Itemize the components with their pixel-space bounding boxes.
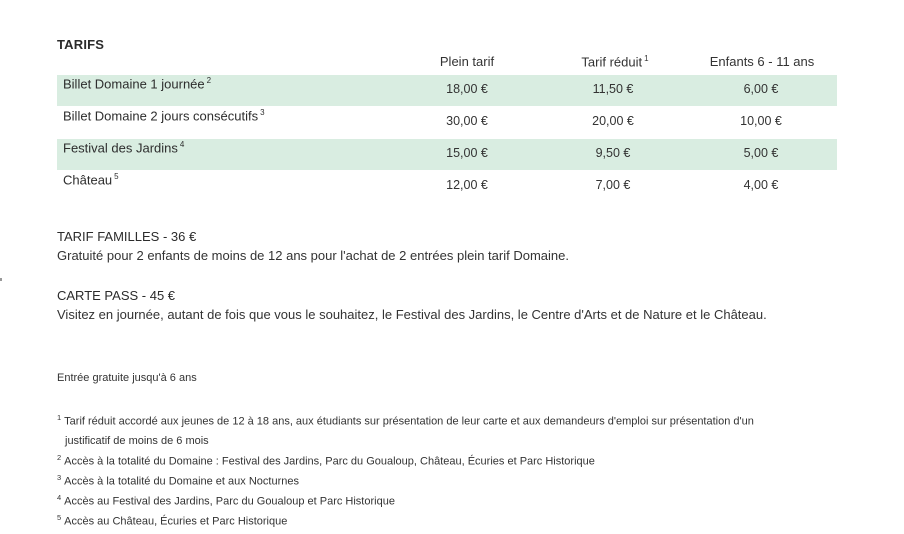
price-enfants: 4,00 € [743, 178, 779, 192]
price-plein: 15,00 € [446, 146, 488, 160]
price-enfants: 10,00 € [740, 114, 782, 128]
edge-mark [0, 278, 2, 281]
footnote-number: 3 [57, 473, 62, 482]
price-reduit: 9,50 € [595, 146, 631, 160]
footnote-text: Accès au Château, Écuries et Parc Historique [64, 515, 288, 528]
row-label [63, 76, 211, 91]
price-plein: 18,00 € [446, 82, 488, 96]
footnote-ref: 1 [644, 54, 649, 63]
footnote-number: 4 [57, 493, 62, 502]
footnote-1 [57, 408, 857, 451]
column-header-enfants [702, 54, 822, 69]
footnote-ref: 4 [179, 140, 185, 149]
page-title: TARIFS [57, 37, 105, 52]
footnote-number: 2 [57, 453, 62, 462]
free-entry-note: Entrée gratuite jusqu'à 6 ans [57, 372, 197, 384]
row-label [63, 172, 119, 187]
pass-text: Visitez en journée, autant de fois que vous le souhaitez, le Festival des Jardins, le Centre d'Arts et de Nature et le Château. [57, 307, 767, 322]
footnote-ref: 2 [206, 76, 212, 85]
column-header-label: Tarif réduit [581, 54, 643, 70]
price-reduit: 7,00 € [595, 178, 631, 192]
column-header-label: Enfants 6 - 11 ans [709, 54, 815, 69]
tariff-table [57, 75, 837, 203]
row-label-text: Château [63, 172, 113, 188]
row-label-text: Festival des Jardins [63, 140, 178, 156]
footnote-5 [57, 508, 287, 532]
footnote-number: 1 [57, 413, 62, 422]
table-row [57, 171, 837, 203]
row-label [63, 108, 265, 123]
column-header-plein-tarif [422, 54, 512, 69]
row-label-text: Billet Domaine 2 jours consécutifs [63, 108, 259, 124]
footnote-text: Accès au Festival des Jardins, Parc du Goualoup et Parc Historique [64, 495, 395, 508]
price-plein: 12,00 € [446, 178, 488, 192]
price-reduit: 11,50 € [592, 82, 634, 96]
row-label [63, 140, 184, 155]
familles-text: Gratuité pour 2 enfants de moins de 12 ans pour l'achat de 2 entrées plein tarif Domaine. [57, 248, 569, 263]
price-reduit: 20,00 € [592, 114, 634, 128]
footnote-text: Tarif réduit accordé aux jeunes de 12 à 18 ans, aux étudiants sur présentation de leur carte et aux demandeurs d'emploi sur présentation d'un [64, 415, 754, 428]
table-row [57, 139, 837, 171]
pass-title: CARTE PASS - 45 € [57, 288, 176, 303]
footnote-number: 5 [57, 513, 62, 522]
table-row [57, 107, 837, 139]
price-enfants: 6,00 € [743, 82, 779, 96]
footnote-ref: 3 [260, 108, 265, 117]
footnote-text: Accès à la totalité du Domaine et aux Nocturnes [64, 475, 299, 488]
row-label-text: Billet Domaine 1 journée [63, 76, 205, 92]
footnote-text: Accès à la totalité du Domaine : Festival des Jardins, Parc du Goualoup, Château, Écuries et Parc Historique [64, 455, 595, 468]
table-row [57, 75, 837, 107]
familles-title: TARIF FAMILLES - 36 € [57, 229, 197, 244]
column-header-tarif-reduit [570, 54, 660, 69]
price-plein: 30,00 € [446, 114, 488, 128]
column-header-label: Plein tarif [439, 54, 495, 69]
footnote-text-cont: justificatif de moins de 6 mois [65, 434, 209, 447]
price-enfants: 5,00 € [743, 146, 779, 160]
footnote-ref: 5 [114, 172, 119, 181]
